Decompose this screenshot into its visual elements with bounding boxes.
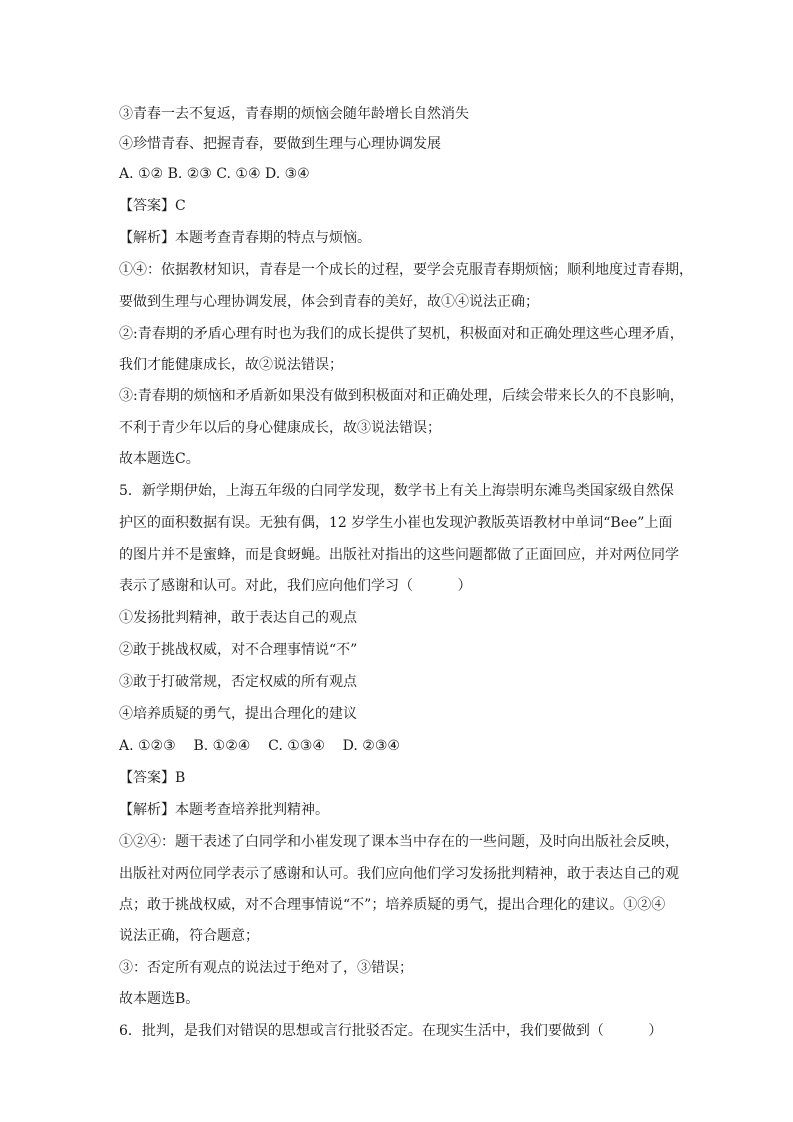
analysis-paragraph-line: 要做到生理与心理协调发展，体会到青春的美好，故①④说法正确； [119,294,539,310]
analysis-paragraph-line: ①④：依据教材知识，青春是一个成长的过程，要学会克服青春期烦恼；顺利地度过青春期， [119,262,693,278]
analysis-paragraph-line: 出版社对两位同学表示了感谢和认可。我们应向他们学习发扬批判精神，敢于表达自己的观 [119,866,679,882]
analysis-paragraph-line: 不利于青少年以后的身心健康成长，故③说法错误； [119,420,441,436]
option-2-line: ②敢于挑战权威，对不合理事情说“不” [119,642,358,658]
option-4-line: ④培养质疑的勇气，提出合理化的建议 [119,706,357,722]
answer-line: 【答案】C [119,198,186,214]
question-5-line: 表示了感谢和认可。对此，我们应向他们学习（ ） [119,578,472,594]
option-1-line: ①发扬批判精神，敢于表达自己的观点 [119,610,357,626]
analysis-paragraph-line: ③：否定所有观点的说法过于绝对了，③错误； [119,960,413,976]
analysis-paragraph-line: ②:青春期的矛盾心理有时也为我们的成长提供了契机，积极面对和正确处理这些心理矛盾， [119,326,684,342]
option-3-line: ③青春一去不复返，青春期的烦恼会随年龄增长自然消失 [119,106,469,122]
choices-line: A. ①②③ B. ①②④ C. ①③④ D. ②③④ [119,738,400,754]
answer-line: 【答案】B [119,770,186,786]
analysis-paragraph-line: ③:青春期的烦恼和矛盾新如果没有做到积极面对和正确处理，后续会带来长久的不良影响， [119,388,684,404]
option-4-line: ④珍惜青春、把握青春，要做到生理与心理协调发展 [119,136,441,152]
analysis-paragraph-line: 点；敢于挑战权威，对不合理事情说“不”；培养质疑的勇气，提出合理化的建议。①②④ [119,897,666,913]
conclusion-line: 故本题选B。 [119,991,200,1007]
option-3-line: ③敢于打破常规，否定权威的所有观点 [119,674,357,690]
analysis-heading: 【解析】本题考查青春期的特点与烦恼。 [119,230,371,246]
analysis-paragraph-line: 说法正确，符合题意； [119,928,259,944]
question-5-line: 5．新学期伊始，上海五年级的白同学发现，数学书上有关上海崇明东滩鸟类国家级自然保 [119,483,674,499]
question-5-line: 护区的面积数据有误。无独有偶，12 岁学生小崔也发现沪教版英语教材中单词“Bee”上面 [119,515,673,531]
analysis-paragraph-line: ①②④：题干表述了白同学和小崔发现了课本当中存在的一些问题，及时向出版社会反映， [119,834,679,850]
analysis-heading: 【解析】本题考查培养批判精神。 [119,802,329,818]
choices-line: A. ①② B. ②③ C. ①④ D. ③④ [119,166,310,182]
conclusion-line: 故本题选C。 [119,451,200,467]
analysis-paragraph-line: 我们才能健康成长，故②说法错误； [119,357,343,373]
question-6-line: 6．批判，是我们对错误的思想或言行批驳否定。在现实生活中，我们要做到（ ） [119,1023,663,1039]
question-5-line: 的图片并不是蜜蜂，而是食蚜蝇。出版社对指出的这些问题都做了正面回应，并对两位同学 [119,547,679,563]
